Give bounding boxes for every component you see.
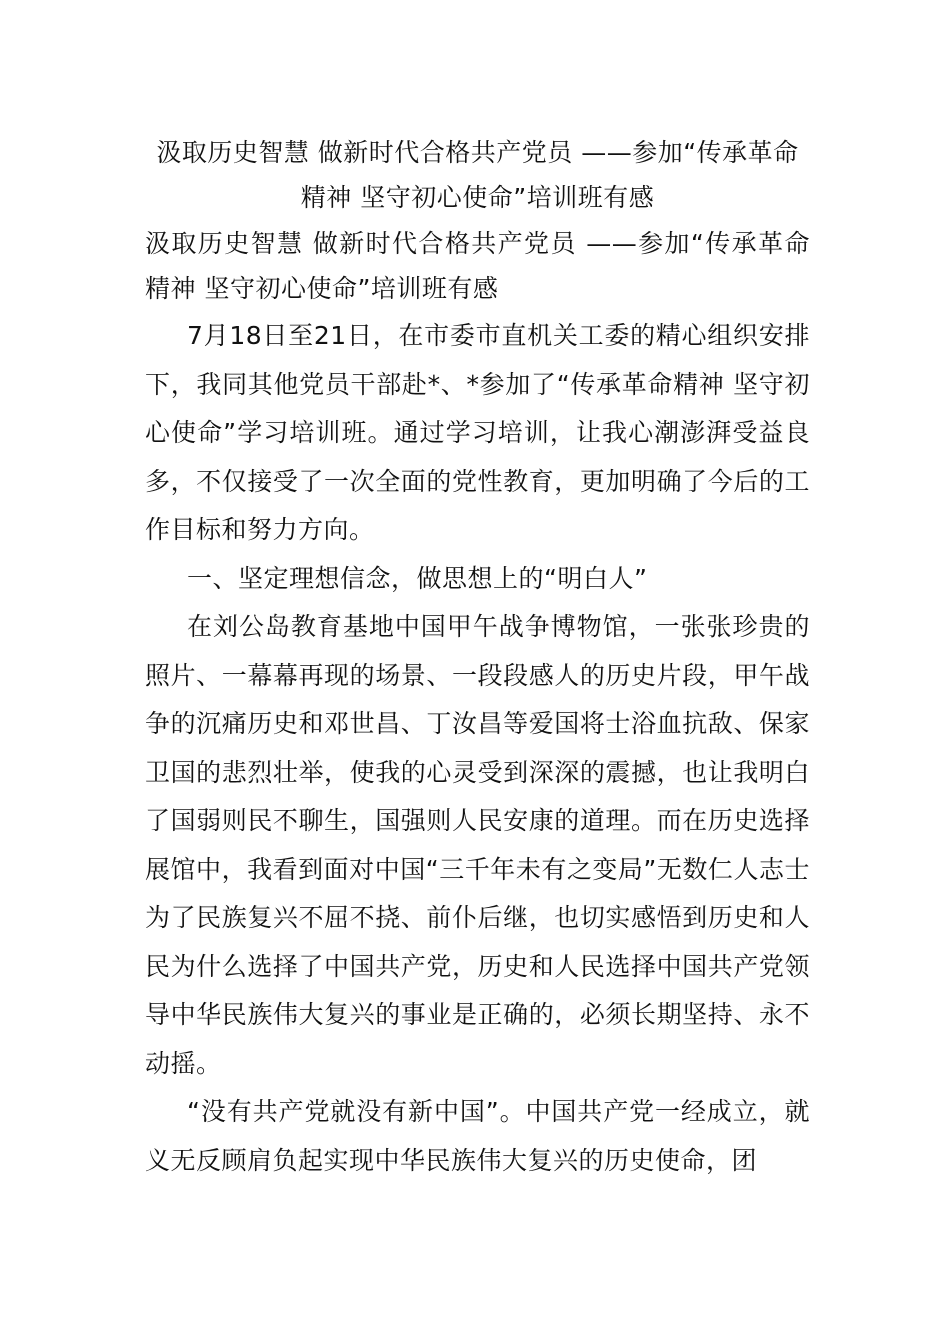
paragraph-museum: 在刘公岛教育基地中国甲午战争博物馆，一张张珍贵的照片、一幕幕再现的场景、一段段感人的历史片段，甲午战争的沉痛历史和邓世昌、丁汝昌等爱国将士浴血抗敌、保家卫国的悲烈壮举，使我的心灵受到深深的震撼，也让我明白了国弱则民不聊生，国强则人民安康的道理。而在历史选择展馆中，我看到面对中国“三千年未有之变局”无数仁人志士为了民族复兴不屈不挠、前仆后继，也切实感悟到历史和人民为什么选择了中国共产党，历史和人民选择中国共产党领导中华民族伟大复兴的事业是正确的，必须长期坚持、永不动摇。	[145, 612, 810, 1078]
section-heading-1: 一、坚定理想信念，做思想上的“明白人”	[187, 563, 648, 593]
document-body	[145, 130, 810, 1185]
document-subtitle: 汲取历史智慧 做新时代合格共产党员 ——参加“传承革命精神 坚守初心使命”培训班有感	[145, 229, 810, 303]
paragraph-intro: 7月18日至21日，在市委市直机关工委的精心组织安排下，我同其他党员干部赴*、*参加了“传承革命精神 坚守初心使命”学习培训班。通过学习培训，让我心潮澎湃受益良多，不仅接受了一次全面的党性教育，更加明确了今后的工作目标和努力方向。	[145, 321, 810, 544]
paragraph-party: “没有共产党就没有新中国”。中国共产党一经成立，就义无反顾肩负起实现中华民族伟大复兴的历史使命，团	[145, 1097, 810, 1175]
document-title: 汲取历史智慧 做新时代合格共产党员 ——参加“传承革命精神 坚守初心使命”培训班有感	[156, 138, 799, 212]
